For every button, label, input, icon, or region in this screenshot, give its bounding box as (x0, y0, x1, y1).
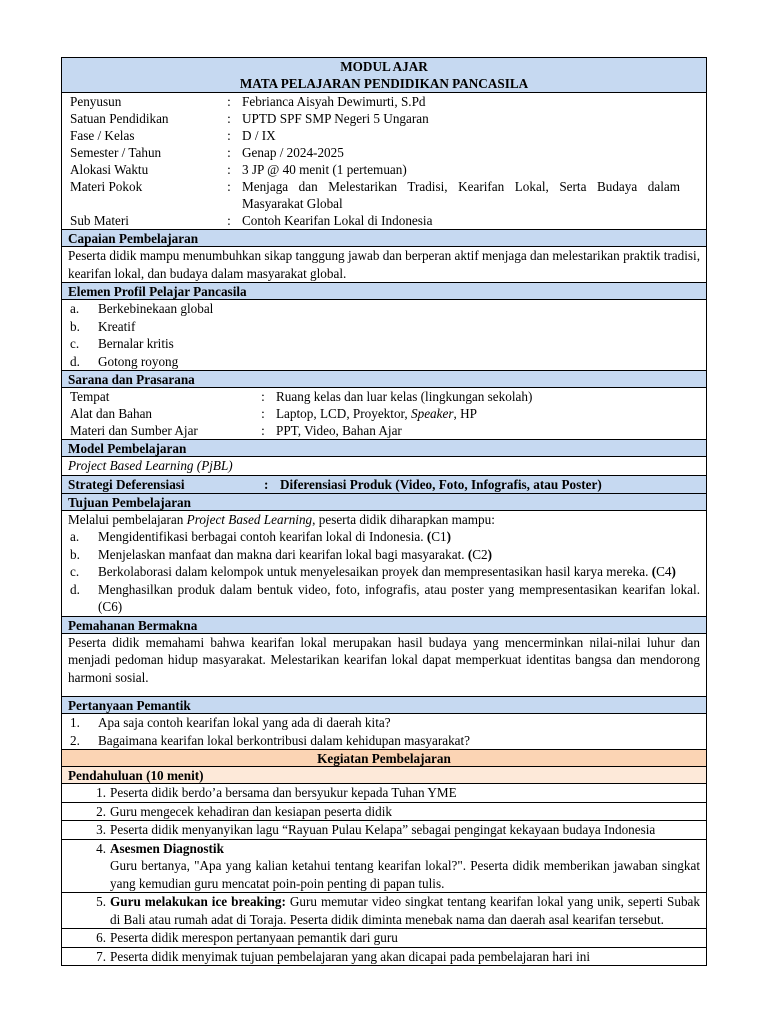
pemahaman-heading: Pemahanan Bermakna (62, 617, 706, 634)
title-line-2: MATA PELAJARAN PENDIDIKAN PANCASILA (239, 76, 529, 91)
pemahaman-text: Peserta didik memahami bahwa kearifan lokal merupakan hasil budaya yang mencerminkan nilai-nilai luhur dan menjadi pedoman hidup masyarakat. Melestarikan kearifan lokal dapat memperkuat identitas bangsa dan mendorong harmoni sosial. (62, 634, 706, 698)
kegiatan-heading: Kegiatan Pembelajaran (62, 750, 706, 767)
lesson-module-document (61, 57, 707, 966)
sarana-heading: Sarana dan Prasarana (62, 371, 706, 388)
table-row: 6. Peserta didik merespon pertanyaan pemantik dari guru (62, 929, 706, 948)
sarana-row: Alat dan Bahan : Laptop, LCD, Proyektor, Speaker, HP (70, 406, 477, 421)
list-item: c. Berkolaborasi dalam kelompok untuk menyelesaikan proyek dan mempresentasikan hasil karya mereka. (C4) (70, 564, 676, 579)
identity-row: Sub Materi : Contoh Kearifan Lokal di Indonesia (70, 213, 433, 228)
identity-section (62, 93, 706, 230)
table-row: 2. Guru mengecek kehadiran dan kesiapan peserta didik (62, 803, 706, 822)
identity-row: Penyusun : Febrianca Aisyah Dewimurti, S.Pd (70, 94, 426, 109)
list-item: a. Berkebinekaan global (70, 301, 214, 316)
pendahuluan-heading: Pendahuluan (10 menit) (62, 767, 706, 784)
title-line-1: MODUL AJAR (340, 59, 428, 74)
tujuan-heading: Tujuan Pembelajaran (62, 494, 706, 511)
table-row: 3. Peserta didik menyanyikan lagu “Rayuan Pulau Kelapa” sebagai pengingat kekayaan budaya Indonesia (62, 821, 706, 840)
list-item: b. Menjelaskan manfaat dan makna dari kearifan lokal bagi masyarakat. (C2) (70, 546, 493, 562)
model-text: Project Based Learning (PjBL) (62, 457, 706, 476)
list-item: a. Mengidentifikasi berbagai contoh kearifan lokal di Indonesia. (C1) (70, 529, 452, 544)
list-item: 2. Bagaimana kearifan lokal berkontribusi dalam kehidupan masyarakat? (70, 732, 471, 748)
table-row: 5. Guru melakukan ice breaking: Guru memutar video singkat tentang kearifan lokal yang unik, seperti Subak di Bali atau rumah adat di Toraja. Peserta didik diminta menebak nama dan daerah asal kearifan tersebut. (62, 893, 706, 929)
capaian-heading: Capaian Pembelajaran (62, 230, 706, 247)
identity-row: Semester / Tahun : Genap / 2024-2025 (70, 145, 344, 160)
sarana-row: Materi dan Sumber Ajar : PPT, Video, Bahan Ajar (70, 423, 402, 438)
identity-row: Materi Pokok : Menjaga dan Melestarikan Tradisi, Kearifan Lokal, Serta Budaya dalam Masyarakat Global (70, 179, 680, 211)
tujuan-intro: Melalui pembelajaran Project Based Learning, peserta didik diharapkan mampu: (68, 511, 495, 527)
tujuan-section (62, 511, 706, 617)
identity-row: Satuan Pendidikan : UPTD SPF SMP Negeri 5 Ungaran (70, 111, 429, 126)
sarana-section (62, 388, 706, 440)
list-item: d. Menghasilkan produk dalam bentuk video, foto, infografis, atau poster yang mempresentasikan kearifan lokal. (C6) (70, 581, 700, 614)
identity-row: Fase / Kelas : D / IX (70, 128, 276, 143)
list-item: d. Gotong royong (70, 353, 179, 369)
strategi-row: Strategi Deferensiasi : Diferensiasi Produk (Video, Foto, Infografis, atau Poster) (62, 476, 706, 494)
sarana-row: Tempat : Ruang kelas dan luar kelas (lingkungan sekolah) (70, 389, 533, 404)
table-row: 1. Peserta didik berdo’a bersama dan bersyukur kepada Tuhan YME (62, 784, 706, 803)
list-item: 1. Apa saja contoh kearifan lokal yang ada di daerah kita? (70, 715, 391, 730)
kegiatan-steps (62, 784, 706, 965)
module-title (62, 58, 706, 93)
table-row: 4. Asesmen Diagnostik Guru bertanya, "Apa yang kalian ketahui tentang kearifan lokal?". Peserta didik memberikan jawaban singkat yang kemudian guru mencatat poin-poin penting di papan tulis. (62, 840, 706, 894)
profil-list (62, 300, 706, 371)
pertanyaan-heading: Pertanyaan Pemantik (62, 697, 706, 714)
list-item: c. Bernalar kritis (70, 336, 174, 351)
table-row: 7. Peserta didik menyimak tujuan pembelajaran yang akan dicapai pada pembelajaran hari ini (96, 948, 591, 964)
profil-heading: Elemen Profil Pelajar Pancasila (62, 283, 706, 300)
capaian-text: Peserta didik mampu menumbuhkan sikap tanggung jawab dan berperan aktif menjaga dan melestarikan praktik tradisi, kearifan lokal, dan budaya dalam masyarakat global. (62, 247, 706, 283)
model-heading: Model Pembelajaran (62, 440, 706, 457)
pertanyaan-list (62, 714, 706, 750)
identity-row: Alokasi Waktu : 3 JP @ 40 menit (1 pertemuan) (70, 162, 407, 177)
list-item: b. Kreatif (70, 318, 136, 334)
